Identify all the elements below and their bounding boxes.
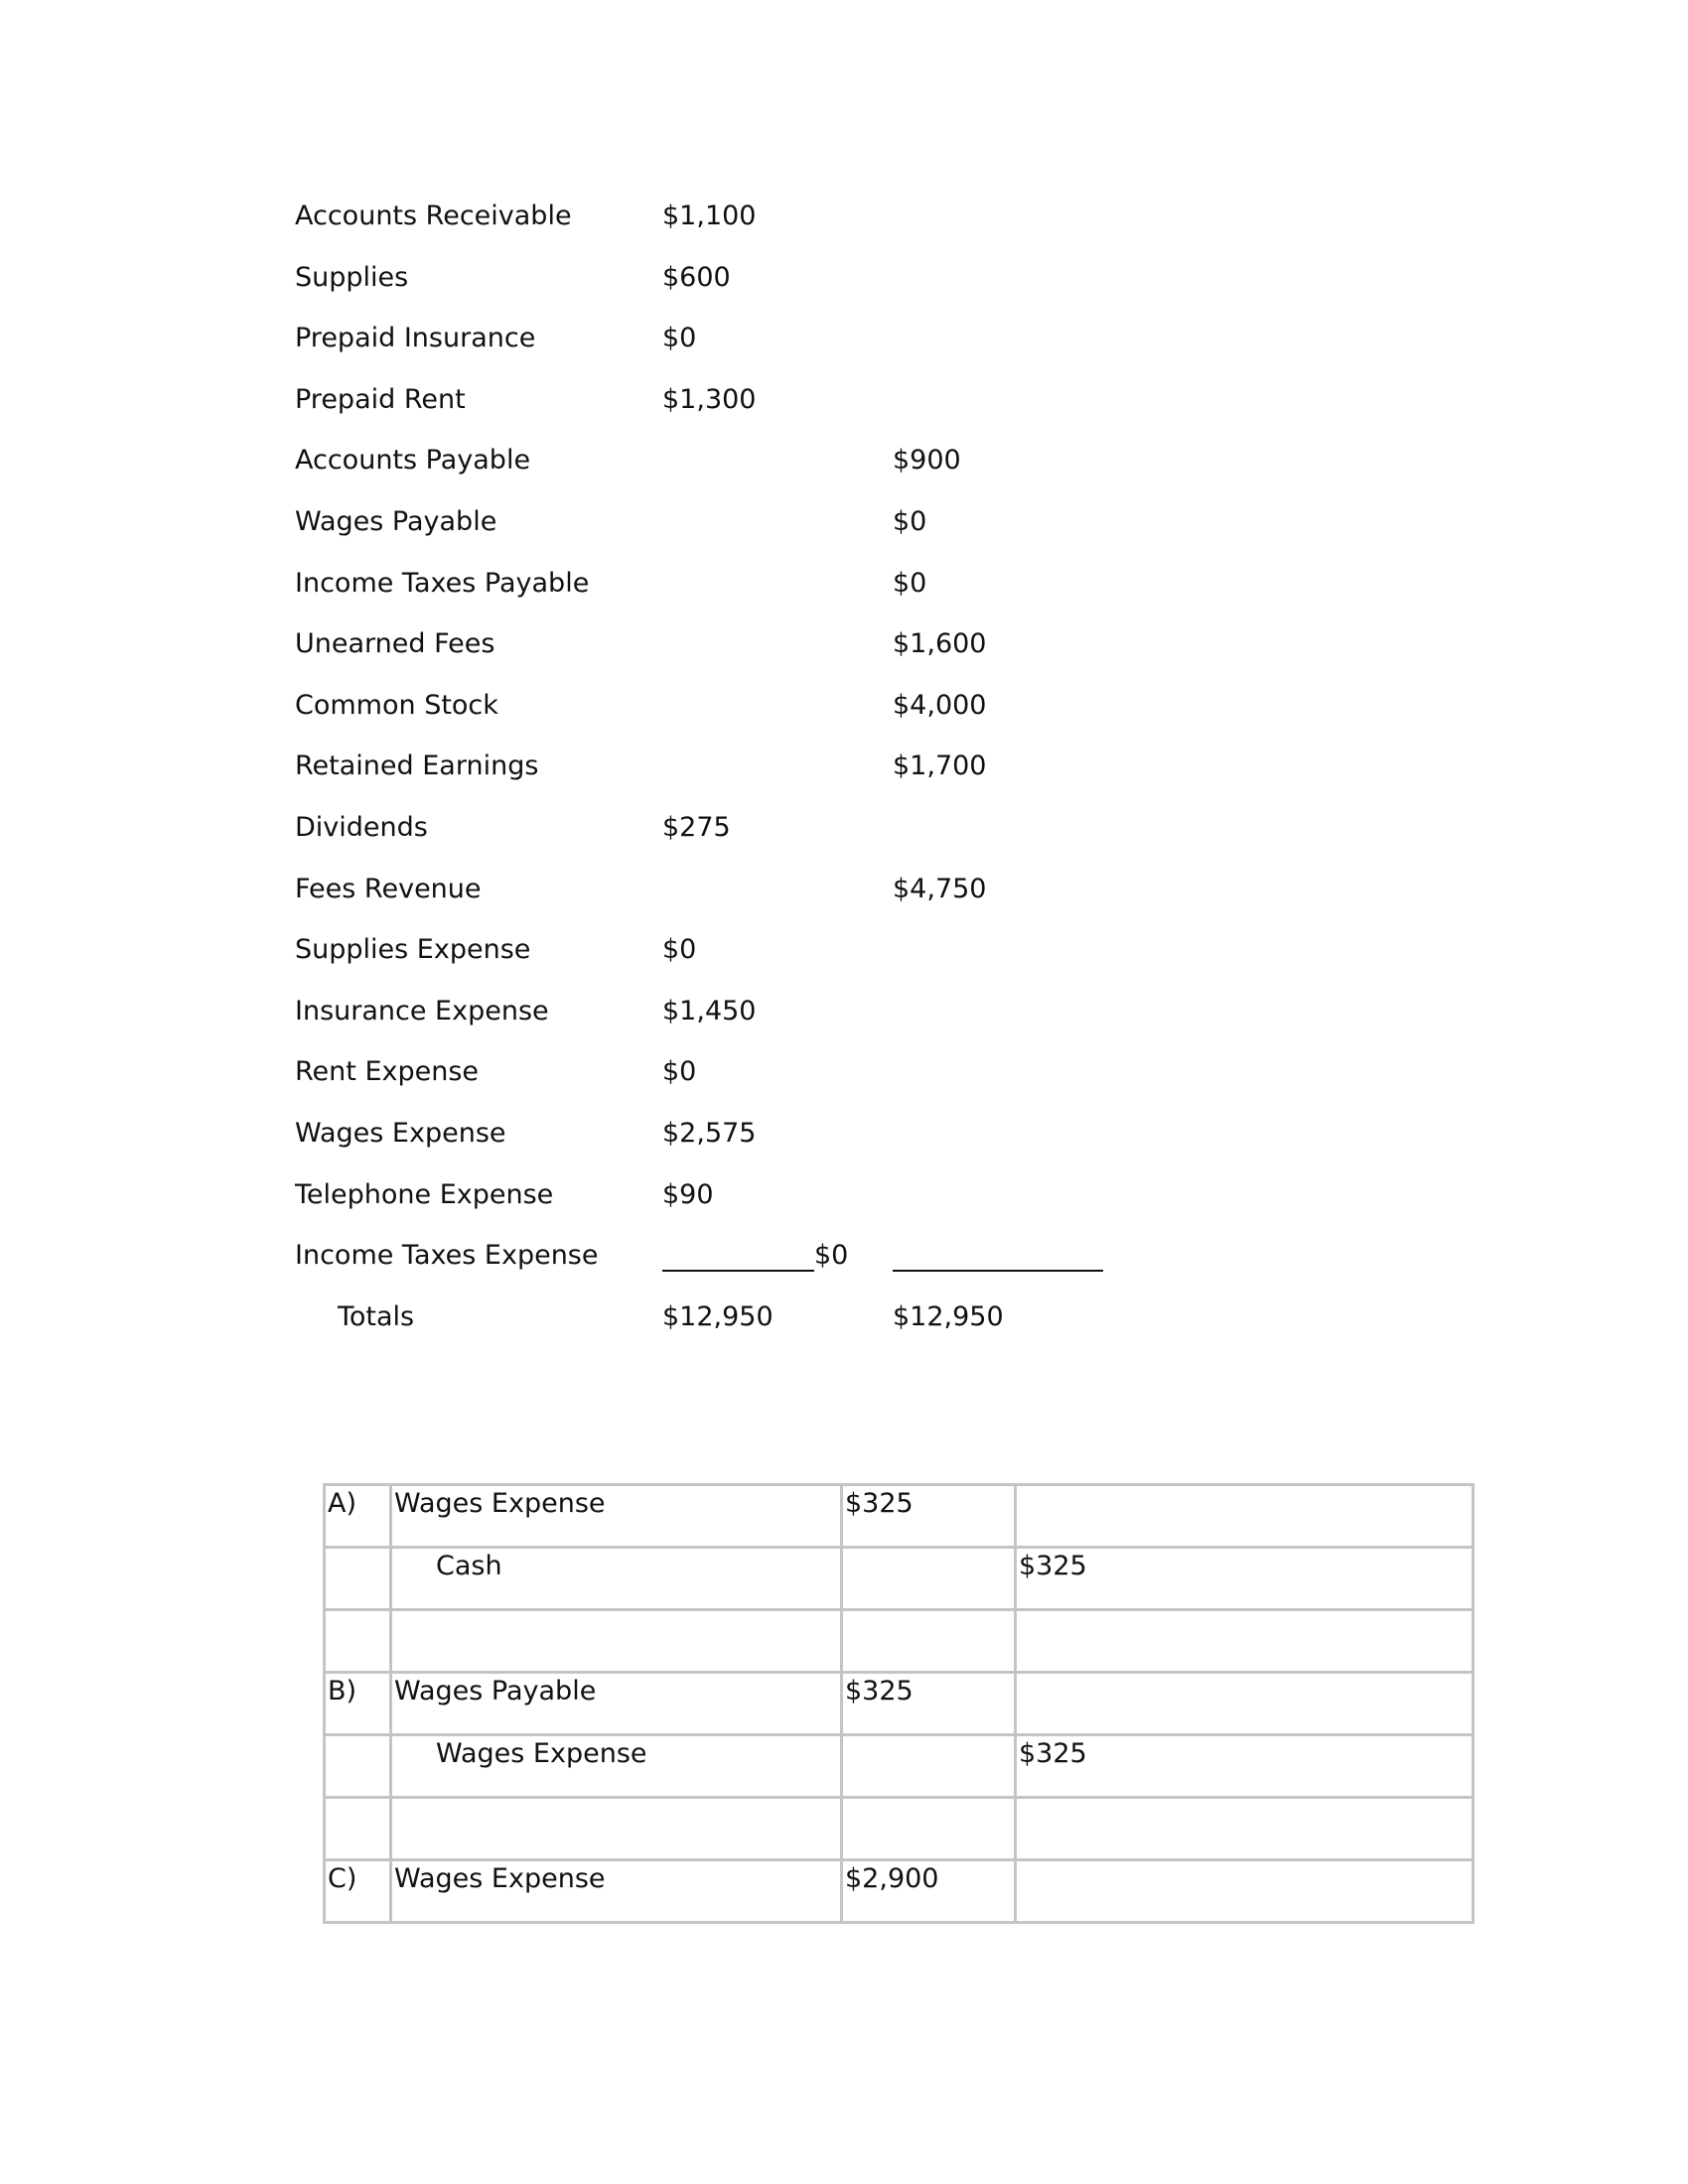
account-name bbox=[391, 1798, 842, 1860]
account-name: Dividends bbox=[295, 812, 428, 843]
account-name: Prepaid Insurance bbox=[295, 323, 536, 354]
account-name: Cash bbox=[391, 1548, 842, 1610]
journal-row bbox=[325, 1735, 1474, 1798]
credit-amount bbox=[1016, 1673, 1474, 1735]
account-name: Income Taxes Payable bbox=[295, 567, 590, 599]
journal-row bbox=[325, 1860, 1474, 1923]
credit-amount: $4,750 bbox=[893, 873, 987, 904]
account-name: Wages Expense bbox=[391, 1860, 842, 1923]
option-label bbox=[325, 1548, 391, 1610]
debit-amount: $325 bbox=[842, 1485, 1016, 1548]
trial-balance-row bbox=[0, 506, 1688, 546]
trial-balance-row bbox=[0, 201, 1688, 240]
account-name: Fees Revenue bbox=[295, 873, 482, 904]
trial-balance-row bbox=[0, 384, 1688, 424]
option-label: A) bbox=[325, 1485, 391, 1548]
account-name: Rent Expense bbox=[295, 1056, 480, 1088]
option-label bbox=[325, 1798, 391, 1860]
account-name: Accounts Receivable bbox=[295, 201, 572, 231]
debit-amount bbox=[842, 1548, 1016, 1610]
account-name: Wages Payable bbox=[295, 506, 497, 537]
trial-balance-row bbox=[0, 690, 1688, 730]
trial-balance-row-income-taxes-expense bbox=[0, 1240, 1688, 1280]
trial-balance-row bbox=[0, 751, 1688, 790]
option-label: C) bbox=[325, 1860, 391, 1923]
account-name: Wages Payable bbox=[391, 1673, 842, 1735]
trial-balance-row bbox=[0, 262, 1688, 302]
credit-amount: $4,000 bbox=[893, 689, 987, 721]
trial-balance-row bbox=[0, 445, 1688, 484]
account-name bbox=[391, 1610, 842, 1673]
debit-amount bbox=[842, 1798, 1016, 1860]
credit-amount: $900 bbox=[893, 445, 961, 477]
debit-amount: $1,300 bbox=[662, 383, 757, 415]
trial-balance-row bbox=[0, 996, 1688, 1035]
account-name: Insurance Expense bbox=[295, 995, 549, 1026]
trial-balance-row bbox=[0, 568, 1688, 608]
credit-amount: $0 bbox=[893, 567, 927, 599]
underline bbox=[662, 1270, 814, 1272]
debit-amount: $2,575 bbox=[662, 1118, 757, 1149]
option-label bbox=[325, 1610, 391, 1673]
account-name: Wages Expense bbox=[391, 1735, 842, 1798]
trial-balance-row bbox=[0, 934, 1688, 974]
debit-amount: $2,900 bbox=[842, 1860, 1016, 1923]
debit-amount: $0 bbox=[662, 1056, 697, 1088]
credit-amount: $1,700 bbox=[893, 751, 987, 782]
trial-balance-row bbox=[0, 1118, 1688, 1158]
debit-amount: $1,450 bbox=[662, 995, 757, 1026]
account-name: Supplies bbox=[295, 261, 409, 293]
trial-balance-totals bbox=[0, 1301, 1688, 1341]
journal-row bbox=[325, 1673, 1474, 1735]
journal-row bbox=[325, 1548, 1474, 1610]
trial-balance-row bbox=[0, 323, 1688, 362]
account-name: Telephone Expense bbox=[295, 1178, 554, 1210]
account-name: Wages Expense bbox=[295, 1118, 506, 1149]
option-label: B) bbox=[325, 1673, 391, 1735]
account-name: Unearned Fees bbox=[295, 628, 495, 660]
journal-row bbox=[325, 1798, 1474, 1860]
credit-amount: $0 bbox=[893, 506, 927, 537]
debit-amount: $600 bbox=[662, 261, 731, 293]
debit-amount: $90 bbox=[662, 1178, 714, 1210]
account-name: Prepaid Rent bbox=[295, 383, 466, 415]
credit-amount: $325 bbox=[1016, 1735, 1474, 1798]
debit-amount: $325 bbox=[842, 1673, 1016, 1735]
debit-amount bbox=[842, 1735, 1016, 1798]
account-name: Accounts Payable bbox=[295, 445, 531, 477]
credit-amount: $325 bbox=[1016, 1548, 1474, 1610]
trial-balance-row bbox=[0, 1056, 1688, 1096]
option-label bbox=[325, 1735, 391, 1798]
account-name: Common Stock bbox=[295, 689, 498, 721]
totals-label: Totals bbox=[338, 1301, 415, 1332]
journal-entry-table bbox=[323, 1483, 1475, 1924]
debit-amount: $0 bbox=[662, 934, 697, 966]
debit-amount: $0 bbox=[662, 323, 697, 354]
trial-balance-row bbox=[0, 874, 1688, 913]
debit-amount: $1,100 bbox=[662, 201, 757, 231]
trial-balance-row bbox=[0, 628, 1688, 668]
totals-credit: $12,950 bbox=[893, 1301, 1004, 1332]
debit-amount: $275 bbox=[662, 812, 731, 843]
journal-row bbox=[325, 1610, 1474, 1673]
trial-balance-row bbox=[0, 1179, 1688, 1219]
journal-row bbox=[325, 1485, 1474, 1548]
account-name: Income Taxes Expense bbox=[295, 1240, 599, 1271]
totals-debit: $12,950 bbox=[662, 1301, 774, 1332]
account-name: Supplies Expense bbox=[295, 934, 531, 966]
underline bbox=[893, 1270, 1103, 1272]
debit-amount bbox=[842, 1610, 1016, 1673]
trial-balance-row bbox=[0, 812, 1688, 852]
account-name: Wages Expense bbox=[391, 1485, 842, 1548]
credit-amount bbox=[1016, 1860, 1474, 1923]
credit-amount bbox=[1016, 1798, 1474, 1860]
credit-amount bbox=[1016, 1485, 1474, 1548]
account-name: Retained Earnings bbox=[295, 751, 539, 782]
debit-amount: $0 bbox=[814, 1240, 849, 1271]
credit-amount bbox=[1016, 1610, 1474, 1673]
credit-amount: $1,600 bbox=[893, 628, 987, 660]
